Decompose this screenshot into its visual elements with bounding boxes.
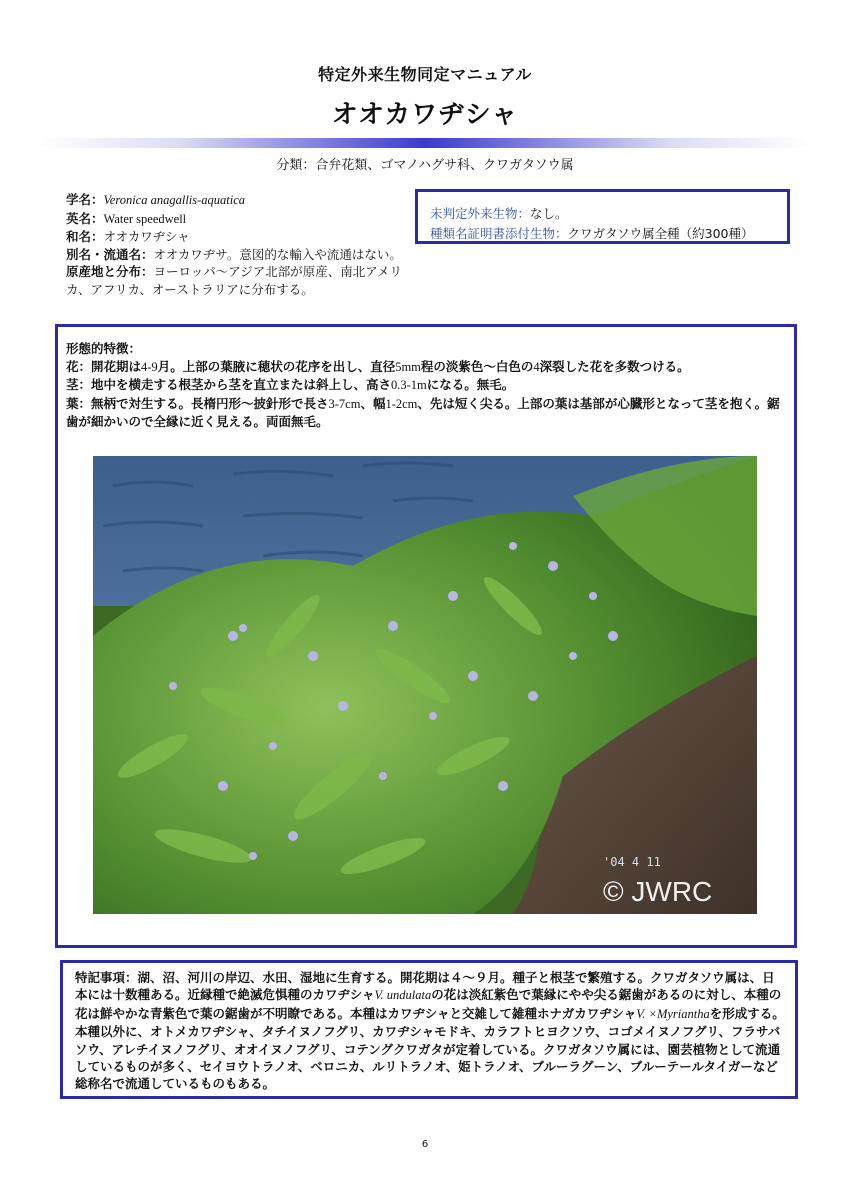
stem-text-2: 0.3-1m [391,378,427,392]
legal-status-box [415,189,790,244]
copyright-watermark: © JWRC [603,876,713,907]
species-title: オオカワヂシャ [331,100,519,130]
notes-text-1: 特記事項：湖、沼、河川の岸辺、水田、湿地に生育する。開花期は４～９月。種子と根茎で繁殖する。クワガタソウ属は、日本には十数種ある。近縁種で絶滅危惧種のカワヂシャ [75,970,775,1003]
flower-text-6: 4 [533,359,540,374]
stem-text-1: 茎：地中を横走する根茎から茎を直立または斜上し、高さ [66,377,392,392]
flower-text-1: 花：開花期は [66,358,142,374]
alias-value: オオカワヂサ。意図的な輸入や流通はない。 [153,246,402,262]
uncategorized-label: 未判定外来生物： [430,206,531,221]
english-name-label: 英名： [66,210,104,226]
uncategorized-value: なし。 [530,206,568,221]
title-gradient-divider [40,138,810,148]
flower-text-5: 程の淡紫色～白色の [420,358,534,374]
flower-text-2: 4-9 [141,359,158,374]
flower-description [66,358,784,377]
english-name-value: Water speedwell [103,211,187,226]
notes-italic-2: V. ×Myriantha [636,1006,710,1021]
leaf-text-2: 3-7cm [328,396,361,411]
certificate-label: 種類名証明書添付生物： [430,226,568,241]
alias-row [66,246,411,264]
japanese-name-label: 和名： [66,229,104,244]
morphology-heading: 形態的特徴： [66,341,142,356]
stem-text-3: になる。無毛。 [426,377,515,392]
scientific-name-label: 学名： [66,192,104,207]
special-notes-box [60,960,798,1099]
japanese-name-value: オオカワヂシャ [103,229,190,244]
notes-text-3: を形成する。本種以外に、オトメカワヂシャ、タチイヌノフグリ、カワヂシャモドキ、カラフトヒヨクソウ、コゴメイヌノフグリ、フラサバソウ、アレチイヌノフグリ、オオイヌノフグリ、コテングクワガタが定着している。クワガタソウ属には、園芸植物として流通しているものが多く、セイヨウトラノオ、ベロニカ、ルリトラノオ、姫トラノオ、ブルーラグーン、ブルーテールタイガーなど総称名で流通しているものもある。 [75,1005,785,1092]
stem-description [66,376,784,395]
flower-text-4: 5mm [395,359,421,374]
page-number: 6 [421,1139,429,1150]
scientific-name-value: Veronica anagallis-aquatica [103,193,246,207]
plant-photo [93,456,757,914]
flower-text-7: 深裂した花を多数つける。 [539,358,690,374]
morphology-text [66,340,784,431]
japanese-name-row [66,228,411,246]
leaf-text-5: 、先は短く尖る。上部の葉は基部が心臓形となって茎を抱く。鋸歯が細かいので全縁に近く見える。両面無毛。 [66,395,780,429]
leaf-text-3: 、幅 [360,395,386,411]
english-name-row [66,210,411,229]
uncategorized-row [430,204,787,224]
notes-text-2: の花は淡紅紫色で葉縁にやや尖る鋸歯があるのに対し、本種の花は鮮やかな青紫色で葉の鋸歯が不明瞭である。本種はカワヂシャと交雑して雑種ホナガカワヂシャ [75,987,782,1021]
certificate-value: クワガタソウ属全種（約300種） [567,226,754,241]
flower-text-3: 月。上部の葉腋に穂状の花序を出し、直径 [157,358,396,374]
leaf-description [66,395,784,431]
notes-italic-1: V. undulata [374,988,432,1003]
date-stamp: '04 4 11 [603,855,661,869]
origin-row [66,263,411,298]
scientific-name-row [66,191,411,210]
leaf-text-1: 葉：無柄で対生する。長楕円形～披針形で長さ [66,395,329,411]
origin-label: 原産地と分布： [66,264,154,279]
classification-line: 分類：合弁花類、ゴマノハグサ科、クワガタソウ属 [276,158,574,173]
certificate-row [430,224,787,244]
origin-value: ヨーロッパ～アジア北部が原産、南北アメリカ、アフリカ、オーストラリアに分布する。 [66,264,403,297]
names-section [66,191,411,298]
plant-photo-illustration [93,456,757,914]
manual-title: 特定外来生物同定マニュアル [318,65,532,84]
leaf-text-4: 1-2cm [385,396,418,411]
alias-label: 別名・流通名： [66,246,154,262]
